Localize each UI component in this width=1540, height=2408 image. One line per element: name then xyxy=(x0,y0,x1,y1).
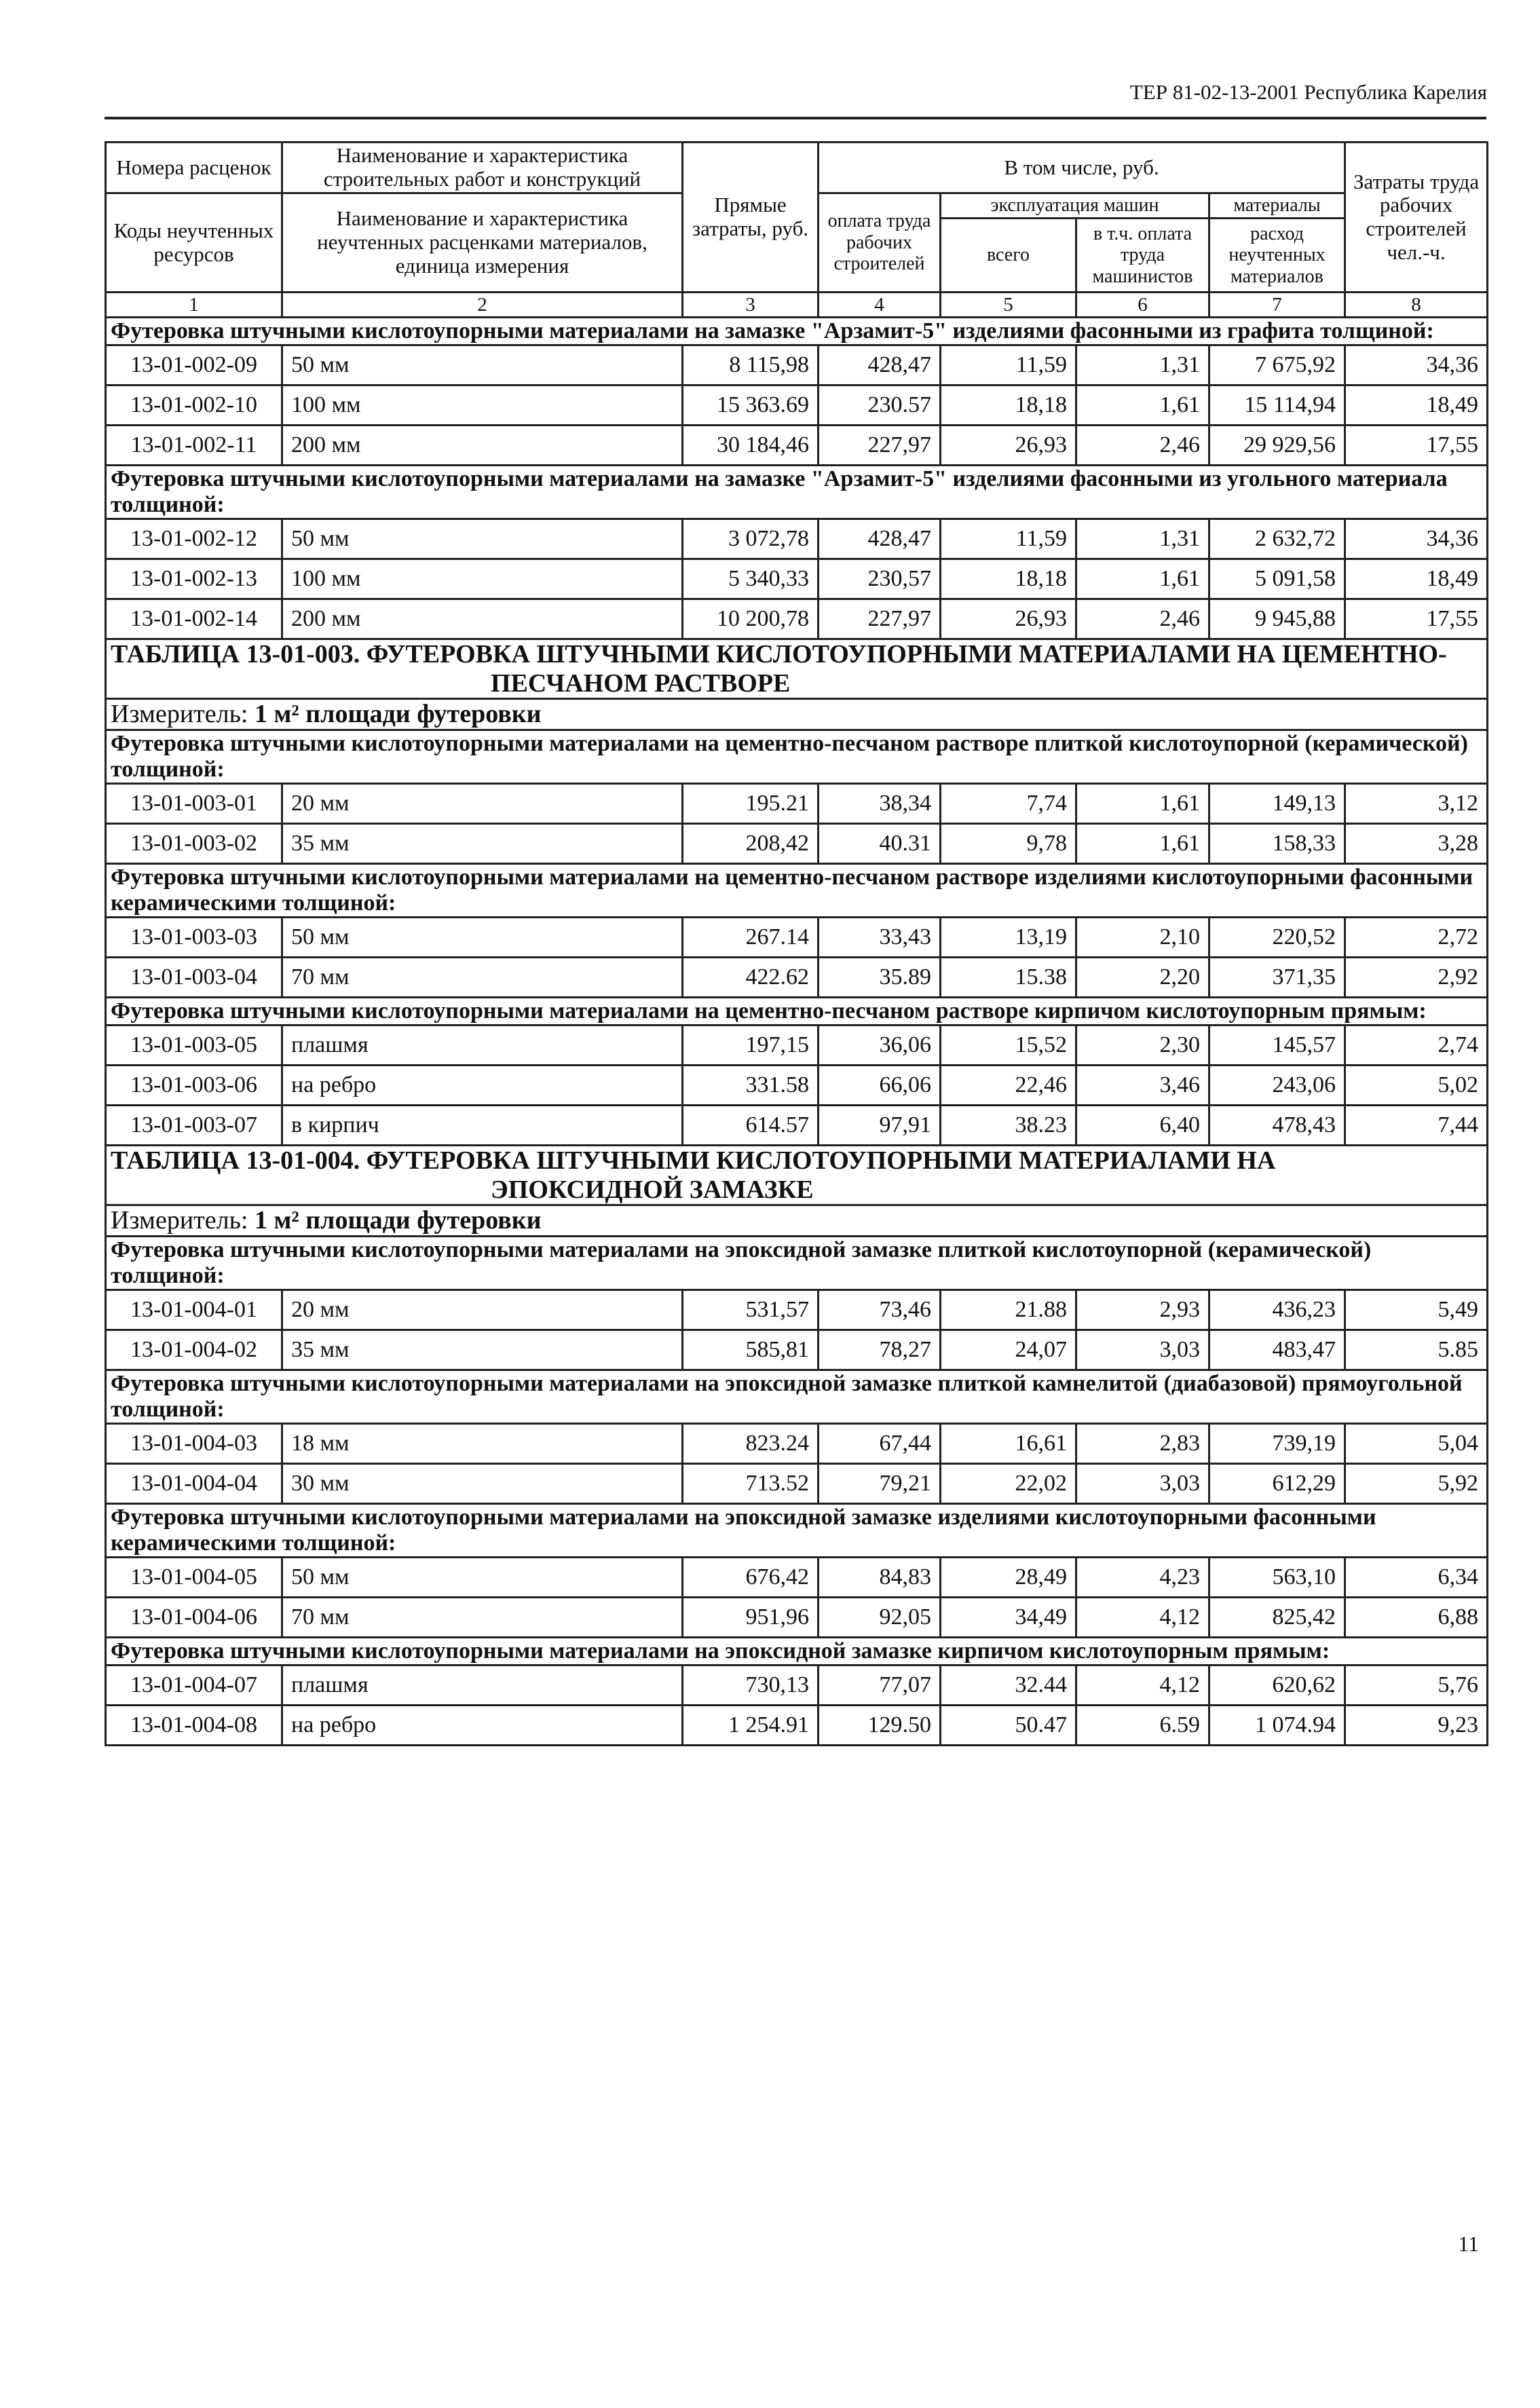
cell-labor: 17,55 xyxy=(1345,426,1488,466)
cell-mach-pay: 1,61 xyxy=(1076,784,1209,824)
table-row xyxy=(106,1598,1488,1638)
table-row xyxy=(106,426,1488,466)
cell-labor: 2,72 xyxy=(1345,918,1488,958)
cell-name: 50 мм xyxy=(282,345,683,385)
cell-mach: 28,49 xyxy=(941,1558,1076,1598)
section-header-row xyxy=(106,864,1488,918)
cell-name: на ребро xyxy=(282,1706,683,1746)
cell-pay: 66,06 xyxy=(819,1066,941,1106)
section-title: Футеровка штучными кислотоупорными материалами на цементно-песчаном растворе изделиями кислотоупорными фасонными керамическими толщиной: xyxy=(106,864,1488,918)
unit-value: 1 м² площади футеровки xyxy=(255,700,542,729)
col2-top-header: Наименование и характеристика строительных работ и конструкций xyxy=(282,143,683,193)
table-row xyxy=(106,1464,1488,1504)
cell-labor: 18,49 xyxy=(1345,385,1488,426)
table-row xyxy=(106,385,1488,426)
cell-name: 30 мм xyxy=(282,1464,683,1504)
table-row xyxy=(106,1026,1488,1066)
section-header-row xyxy=(106,1638,1488,1666)
cell-name: 18 мм xyxy=(282,1424,683,1464)
section-header-row xyxy=(106,318,1488,345)
cell-mach: 22,46 xyxy=(941,1066,1076,1106)
cell-pay: 33,43 xyxy=(819,918,941,958)
cell-pay: 92,05 xyxy=(819,1598,941,1638)
cell-mach: 11,59 xyxy=(941,519,1076,559)
col-num: 6 xyxy=(1076,293,1209,318)
table-row xyxy=(106,345,1488,385)
cell-name: 35 мм xyxy=(282,1330,683,1370)
machinists-pay-header: в т.ч. оплата труда машинистов xyxy=(1076,219,1209,293)
table-row xyxy=(106,1424,1488,1464)
cell-pay: 428,47 xyxy=(819,345,941,385)
cell-mat: 620,62 xyxy=(1209,1666,1345,1706)
cell-pay: 77,07 xyxy=(819,1666,941,1706)
cell-mach-pay: 1,61 xyxy=(1076,559,1209,599)
section-header-row xyxy=(106,466,1488,519)
table-title-row xyxy=(106,1146,1488,1205)
cell-mach-pay: 2,46 xyxy=(1076,426,1209,466)
cell-direct: 713.52 xyxy=(683,1464,819,1504)
section-header-row xyxy=(106,730,1488,783)
cell-direct: 195.21 xyxy=(683,784,819,824)
table-row xyxy=(106,958,1488,998)
cell-name: 35 мм xyxy=(282,824,683,864)
cell-mach-pay: 2,93 xyxy=(1076,1290,1209,1330)
cell-mat: 1 074.94 xyxy=(1209,1706,1345,1746)
cell-direct: 15 363.69 xyxy=(683,385,819,426)
cell-mach-pay: 6.59 xyxy=(1076,1706,1209,1746)
cell-code: 13-01-004-03 xyxy=(106,1424,282,1464)
cell-code: 13-01-003-07 xyxy=(106,1106,282,1146)
cell-code: 13-01-004-07 xyxy=(106,1666,282,1706)
cell-mach: 13,19 xyxy=(941,918,1076,958)
cell-name: 70 мм xyxy=(282,1598,683,1638)
cell-labor: 2,92 xyxy=(1345,958,1488,998)
cell-labor: 5,76 xyxy=(1345,1666,1488,1706)
incl-header: В том числе, руб. xyxy=(819,143,1345,193)
cell-mach: 15.38 xyxy=(941,958,1076,998)
section-title: Футеровка штучными кислотоупорными материалами на цементно-песчаном растворе плиткой кислотоупорной (керамической) толщиной: xyxy=(106,730,1488,783)
section-title: Футеровка штучными кислотоупорными материалами на эпоксидной замазке изделиями кислотоупорными фасонными керамическими толщиной: xyxy=(106,1504,1488,1558)
table-row xyxy=(106,1106,1488,1146)
cell-code: 13-01-003-02 xyxy=(106,824,282,864)
cell-pay: 38,34 xyxy=(819,784,941,824)
unit-value: 1 м² площади футеровки xyxy=(255,1206,542,1235)
cell-mat: 563,10 xyxy=(1209,1558,1345,1598)
cell-mach: 11,59 xyxy=(941,345,1076,385)
cell-pay: 84,83 xyxy=(819,1558,941,1598)
table-row xyxy=(106,918,1488,958)
cell-labor: 3,28 xyxy=(1345,824,1488,864)
cell-pay: 36,06 xyxy=(819,1026,941,1066)
cell-code: 13-01-002-10 xyxy=(106,385,282,426)
cell-mat: 29 929,56 xyxy=(1209,426,1345,466)
cell-name: плашмя xyxy=(282,1026,683,1066)
section-header-row xyxy=(106,1504,1488,1558)
unit-row xyxy=(106,699,1488,730)
cell-mat: 220,52 xyxy=(1209,918,1345,958)
cell-mach-pay: 1,61 xyxy=(1076,824,1209,864)
col-num: 4 xyxy=(819,293,941,318)
cell-mach: 21.88 xyxy=(941,1290,1076,1330)
cell-code: 13-01-004-04 xyxy=(106,1464,282,1504)
cell-pay: 40.31 xyxy=(819,824,941,864)
cell-mach: 34,49 xyxy=(941,1598,1076,1638)
cell-mach: 7,74 xyxy=(941,784,1076,824)
table-row xyxy=(106,599,1488,639)
cell-mach: 26,93 xyxy=(941,426,1076,466)
pay-header: оплата труда рабочих строителей xyxy=(819,193,941,293)
cell-labor: 5.85 xyxy=(1345,1330,1488,1370)
table-title-line-1: ТАБЛИЦА 13-01-004. ФУТЕРОВКА ШТУЧНЫМИ КИСЛОТОУПОРНЫМИ МАТЕРИАЛАМИ НА xyxy=(111,1146,1276,1175)
col2-bottom-header: Наименование и характеристика неучтенных расценками материалов, единица измерения xyxy=(282,193,683,293)
cell-direct: 614.57 xyxy=(683,1106,819,1146)
col-num: 8 xyxy=(1345,293,1488,318)
cell-name: 70 мм xyxy=(282,958,683,998)
cell-mach-pay: 2,10 xyxy=(1076,918,1209,958)
cell-mach-pay: 4,12 xyxy=(1076,1666,1209,1706)
document-code: ТЕР 81-02-13-2001 Республика Карелия xyxy=(1129,80,1487,104)
cell-mach: 24,07 xyxy=(941,1330,1076,1370)
cell-mat: 145,57 xyxy=(1209,1026,1345,1066)
cell-labor: 17,55 xyxy=(1345,599,1488,639)
header-rule xyxy=(105,117,1486,119)
cell-direct: 5 340,33 xyxy=(683,559,819,599)
cell-pay: 79,21 xyxy=(819,1464,941,1504)
section-header-row xyxy=(106,1370,1488,1424)
cell-mach-pay: 1,31 xyxy=(1076,519,1209,559)
table-title xyxy=(106,639,1488,699)
cell-mach: 38.23 xyxy=(941,1106,1076,1146)
section-title: Футеровка штучными кислотоупорными материалами на замазке "Арзамит-5" изделиями фасонными из графита толщиной: xyxy=(106,318,1488,345)
cell-pay: 129.50 xyxy=(819,1706,941,1746)
cell-code: 13-01-002-11 xyxy=(106,426,282,466)
table-title xyxy=(106,1146,1488,1205)
materials-header: материалы xyxy=(1209,193,1345,219)
cell-mach-pay: 6,40 xyxy=(1076,1106,1209,1146)
column-numbers-row xyxy=(106,293,1488,318)
table-title-line-2: ПЕСЧАНОМ РАСТВОРЕ xyxy=(491,669,791,698)
cell-direct: 8 115,98 xyxy=(683,345,819,385)
cell-mat: 15 114,94 xyxy=(1209,385,1345,426)
machines-total-header: всего xyxy=(941,219,1076,293)
cell-labor: 34,36 xyxy=(1345,345,1488,385)
cell-name: плашмя xyxy=(282,1666,683,1706)
cell-mat: 612,29 xyxy=(1209,1464,1345,1504)
page-number: 11 xyxy=(1458,2232,1479,2256)
cell-labor: 3,12 xyxy=(1345,784,1488,824)
cell-direct: 197,15 xyxy=(683,1026,819,1066)
col1-bottom-header: Коды неучтенных ресурсов xyxy=(106,193,282,293)
table-row xyxy=(106,1290,1488,1330)
cell-mach-pay: 2,20 xyxy=(1076,958,1209,998)
cell-name: 200 мм xyxy=(282,599,683,639)
cell-direct: 730,13 xyxy=(683,1666,819,1706)
cell-mach-pay: 3,03 xyxy=(1076,1464,1209,1504)
cell-mach-pay: 2,46 xyxy=(1076,599,1209,639)
cell-direct: 951,96 xyxy=(683,1598,819,1638)
cell-name: 50 мм xyxy=(282,519,683,559)
unit-label: Измеритель: xyxy=(111,700,255,729)
cell-labor: 6,34 xyxy=(1345,1558,1488,1598)
section-title: Футеровка штучными кислотоупорными материалами на цементно-песчаном растворе кирпичом кислотоупорным прямым: xyxy=(106,998,1488,1026)
table-body xyxy=(106,143,1488,1746)
cell-labor: 18,49 xyxy=(1345,559,1488,599)
cell-code: 13-01-004-05 xyxy=(106,1558,282,1598)
table-row xyxy=(106,784,1488,824)
col1-top-header: Номера расценок xyxy=(106,143,282,193)
section-header-row xyxy=(106,1236,1488,1290)
cell-code: 13-01-002-12 xyxy=(106,519,282,559)
cell-mach-pay: 3,46 xyxy=(1076,1066,1209,1106)
cell-direct: 3 072,78 xyxy=(683,519,819,559)
cell-labor: 9,23 xyxy=(1345,1706,1488,1746)
cell-code: 13-01-003-05 xyxy=(106,1026,282,1066)
cell-labor: 5,49 xyxy=(1345,1290,1488,1330)
section-title: Футеровка штучными кислотоупорными материалами на эпоксидной замазке кирпичом кислотоупорным прямым: xyxy=(106,1638,1488,1666)
cell-mat: 825,42 xyxy=(1209,1598,1345,1638)
header-row-1 xyxy=(106,143,1488,193)
cell-mat: 436,23 xyxy=(1209,1290,1345,1330)
cell-direct: 676,42 xyxy=(683,1558,819,1598)
cell-mach-pay: 2,83 xyxy=(1076,1424,1209,1464)
cell-pay: 78,27 xyxy=(819,1330,941,1370)
cell-name: 200 мм xyxy=(282,426,683,466)
cell-code: 13-01-004-02 xyxy=(106,1330,282,1370)
cell-mach: 9,78 xyxy=(941,824,1076,864)
cell-mat: 483,47 xyxy=(1209,1330,1345,1370)
cell-pay: 230,57 xyxy=(819,559,941,599)
cell-labor: 34,36 xyxy=(1345,519,1488,559)
cell-pay: 428,47 xyxy=(819,519,941,559)
cell-mat: 7 675,92 xyxy=(1209,345,1345,385)
table-row xyxy=(106,1066,1488,1106)
unit-cell xyxy=(106,699,1488,730)
cell-direct: 267.14 xyxy=(683,918,819,958)
cell-direct: 585,81 xyxy=(683,1330,819,1370)
table-title-row xyxy=(106,639,1488,699)
table-row xyxy=(106,1666,1488,1706)
cell-mach-pay: 1,61 xyxy=(1076,385,1209,426)
section-header-row xyxy=(106,998,1488,1026)
cell-code: 13-01-003-04 xyxy=(106,958,282,998)
cell-mat: 478,43 xyxy=(1209,1106,1345,1146)
cell-mat: 149,13 xyxy=(1209,784,1345,824)
col-num: 7 xyxy=(1209,293,1345,318)
cell-mach-pay: 3,03 xyxy=(1076,1330,1209,1370)
cell-mach: 16,61 xyxy=(941,1424,1076,1464)
cell-mat: 9 945,88 xyxy=(1209,599,1345,639)
cell-name: 20 мм xyxy=(282,1290,683,1330)
cell-pay: 230.57 xyxy=(819,385,941,426)
cell-mach: 18,18 xyxy=(941,559,1076,599)
cell-labor: 7,44 xyxy=(1345,1106,1488,1146)
cell-mach: 32.44 xyxy=(941,1666,1076,1706)
cell-name: 50 мм xyxy=(282,1558,683,1598)
section-title: Футеровка штучными кислотоупорными материалами на замазке "Арзамит-5" изделиями фасонными из угольного материала толщиной: xyxy=(106,466,1488,519)
table-row xyxy=(106,1706,1488,1746)
cell-labor: 6,88 xyxy=(1345,1598,1488,1638)
table-row xyxy=(106,559,1488,599)
cell-code: 13-01-002-14 xyxy=(106,599,282,639)
cell-mach-pay: 2,30 xyxy=(1076,1026,1209,1066)
cell-labor: 5,02 xyxy=(1345,1066,1488,1106)
cell-mach: 50.47 xyxy=(941,1706,1076,1746)
rates-table xyxy=(105,141,1488,1746)
cell-mat: 158,33 xyxy=(1209,824,1345,864)
cell-direct: 10 200,78 xyxy=(683,599,819,639)
cell-pay: 35.89 xyxy=(819,958,941,998)
table-row xyxy=(106,1330,1488,1370)
cell-pay: 73,46 xyxy=(819,1290,941,1330)
labor-header: Затраты труда рабочих строителей чел.-ч. xyxy=(1345,143,1488,293)
col-num: 5 xyxy=(941,293,1076,318)
cell-mat: 2 632,72 xyxy=(1209,519,1345,559)
cell-mat: 739,19 xyxy=(1209,1424,1345,1464)
cell-direct: 1 254.91 xyxy=(683,1706,819,1746)
materials-rate-header: расход неучтенных материалов xyxy=(1209,219,1345,293)
table-row xyxy=(106,824,1488,864)
cell-direct: 531,57 xyxy=(683,1290,819,1330)
cell-mach: 22,02 xyxy=(941,1464,1076,1504)
table-row xyxy=(106,1558,1488,1598)
cell-code: 13-01-004-08 xyxy=(106,1706,282,1746)
cell-direct: 422.62 xyxy=(683,958,819,998)
col-num: 2 xyxy=(282,293,683,318)
unit-label: Измеритель: xyxy=(111,1206,255,1235)
section-title: Футеровка штучными кислотоупорными материалами на эпоксидной замазке плиткой камнелитой (диабазовой) прямоугольной толщиной: xyxy=(106,1370,1488,1424)
cell-mach: 15,52 xyxy=(941,1026,1076,1066)
cell-direct: 30 184,46 xyxy=(683,426,819,466)
cell-name: в кирпич xyxy=(282,1106,683,1146)
cell-mach: 18,18 xyxy=(941,385,1076,426)
cell-name: 20 мм xyxy=(282,784,683,824)
cell-mat: 371,35 xyxy=(1209,958,1345,998)
cell-direct: 208,42 xyxy=(683,824,819,864)
cell-code: 13-01-004-06 xyxy=(106,1598,282,1638)
cell-labor: 2,74 xyxy=(1345,1026,1488,1066)
cell-code: 13-01-003-06 xyxy=(106,1066,282,1106)
cell-name: 100 мм xyxy=(282,385,683,426)
cell-direct: 331.58 xyxy=(683,1066,819,1106)
table-row xyxy=(106,519,1488,559)
cell-mach: 26,93 xyxy=(941,599,1076,639)
col-num: 3 xyxy=(683,293,819,318)
unit-row xyxy=(106,1205,1488,1237)
cell-mat: 5 091,58 xyxy=(1209,559,1345,599)
cell-code: 13-01-004-01 xyxy=(106,1290,282,1330)
section-title: Футеровка штучными кислотоупорными материалами на эпоксидной замазке плиткой кислотоупорной (керамической) толщиной: xyxy=(106,1236,1488,1290)
cell-mach-pay: 4,12 xyxy=(1076,1598,1209,1638)
cell-name: 100 мм xyxy=(282,559,683,599)
direct-cost-header: Прямые затраты, руб. xyxy=(683,143,819,293)
cell-name: на ребро xyxy=(282,1066,683,1106)
cell-pay: 227,97 xyxy=(819,599,941,639)
cell-labor: 5,04 xyxy=(1345,1424,1488,1464)
cell-direct: 823.24 xyxy=(683,1424,819,1464)
machines-header: эксплуатация машин xyxy=(941,193,1209,219)
cell-code: 13-01-003-01 xyxy=(106,784,282,824)
unit-cell xyxy=(106,1205,1488,1237)
cell-name: 50 мм xyxy=(282,918,683,958)
cell-mach-pay: 1,31 xyxy=(1076,345,1209,385)
cell-pay: 97,91 xyxy=(819,1106,941,1146)
col-num: 1 xyxy=(106,293,282,318)
cell-mach-pay: 4,23 xyxy=(1076,1558,1209,1598)
cell-labor: 5,92 xyxy=(1345,1464,1488,1504)
cell-code: 13-01-003-03 xyxy=(106,918,282,958)
cell-mat: 243,06 xyxy=(1209,1066,1345,1106)
cell-code: 13-01-002-13 xyxy=(106,559,282,599)
table-title-line-2: ЭПОКСИДНОЙ ЗАМАЗКЕ xyxy=(491,1175,814,1204)
cell-pay: 67,44 xyxy=(819,1424,941,1464)
cell-pay: 227,97 xyxy=(819,426,941,466)
cell-code: 13-01-002-09 xyxy=(106,345,282,385)
table-title-line-1: ТАБЛИЦА 13-01-003. ФУТЕРОВКА ШТУЧНЫМИ КИСЛОТОУПОРНЫМИ МАТЕРИАЛАМИ НА ЦЕМЕНТНО- xyxy=(111,640,1447,669)
